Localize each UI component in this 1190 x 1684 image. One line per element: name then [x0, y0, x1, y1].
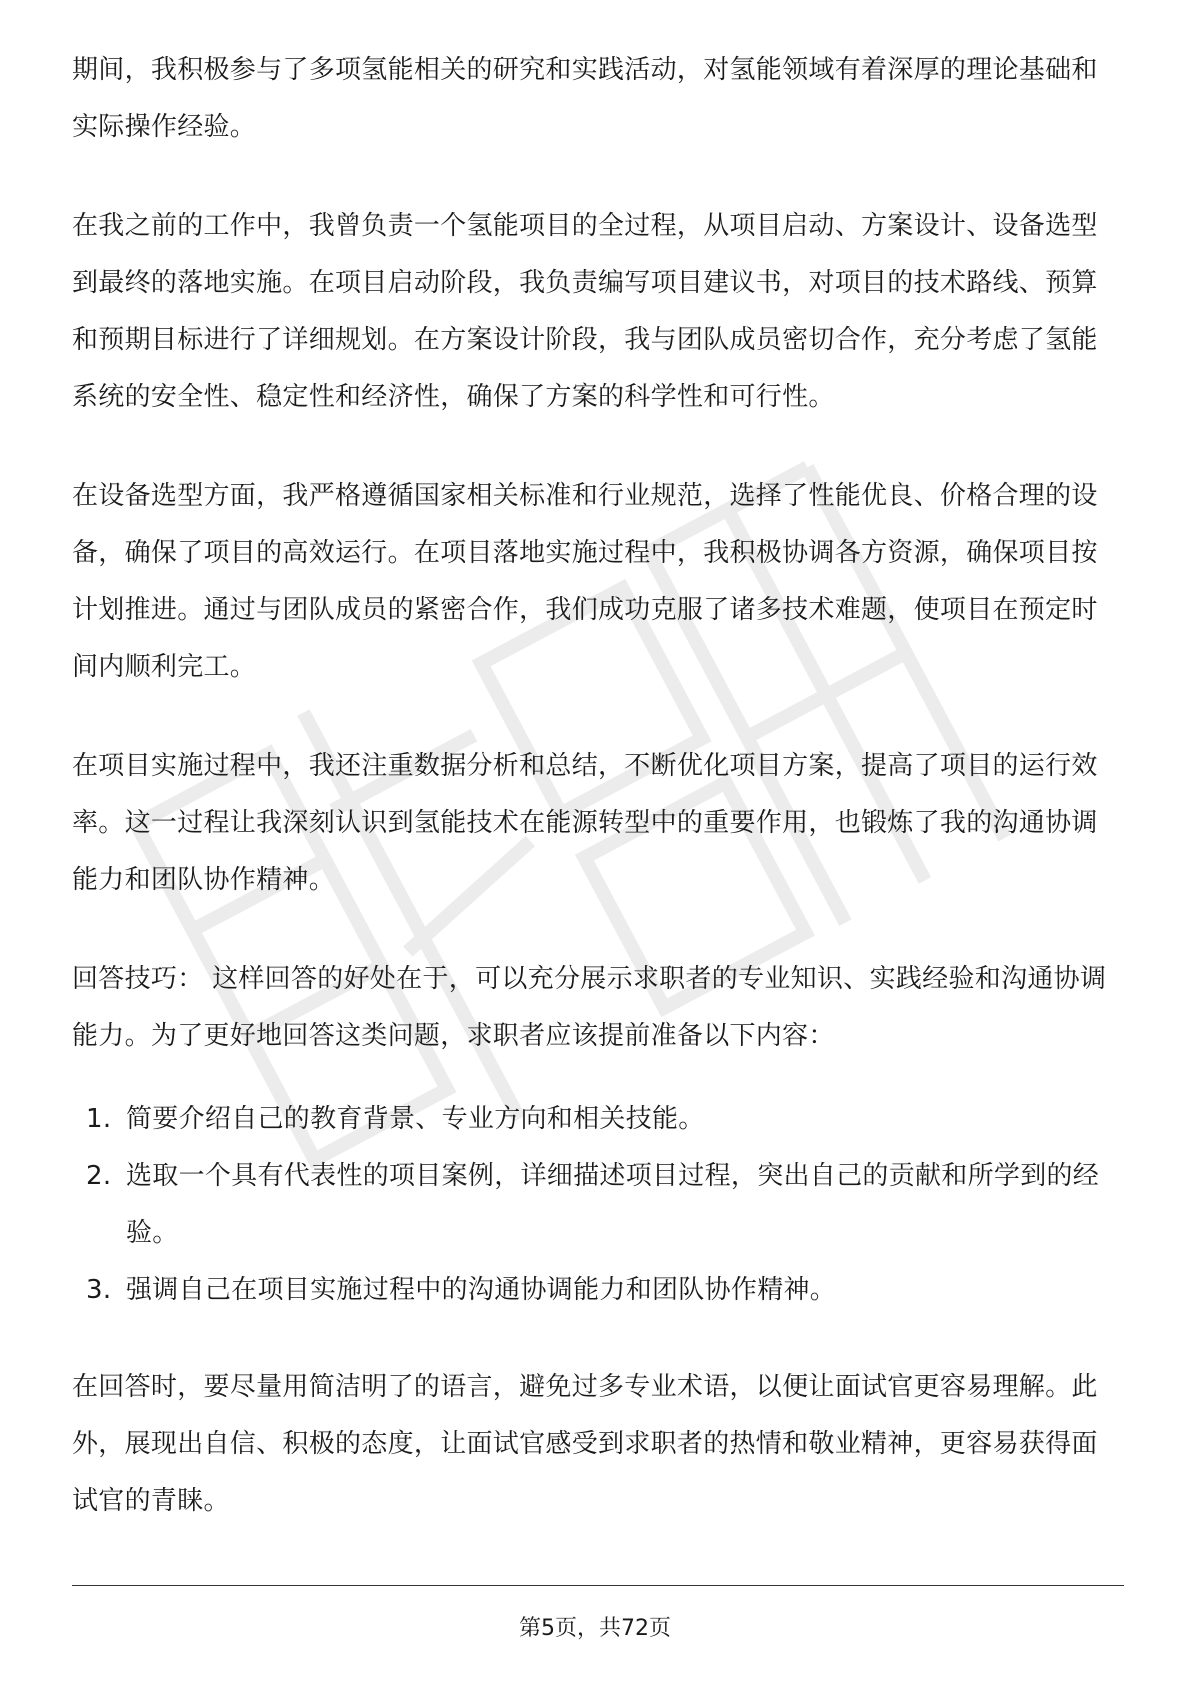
paragraph-2: 在我之前的工作中，我曾负责一个氢能项目的全过程，从项目启动、方案设计、设备选型到最终的落地实施。在项目启动阶段，我负责编写项目建议书，对项目的技术路线、预算和预期目标进行了详细规划。在方案设计阶段，我与团队成员密切合作，充分考虑了氢能系统的安全性、稳定性和经济性，确保了方案的科学性和可行性。 — [72, 211, 1098, 412]
answer-tip-text: 这样回答的好处在于，可以充分展示求职者的专业知识、实践经验和沟通协调能力。为了更好地回答这类问题，求职者应该提前准备以下内容： — [72, 964, 1107, 1051]
answer-tip-paragraph — [72, 951, 1122, 1065]
list-item-number: 1. — [86, 1104, 112, 1134]
tips-list — [72, 1091, 1122, 1319]
list-item — [72, 1091, 1122, 1148]
list-item-text: 选取一个具有代表性的项目案例，详细描述项目过程，突出自己的贡献和所学到的经验。 — [126, 1161, 1100, 1248]
paragraph-4: 在项目实施过程中，我还注重数据分析和总结，不断优化项目方案，提高了项目的运行效率。这一过程让我深刻认识到氢能技术在能源转型中的重要作用，也锻炼了我的沟通协调能力和团队协作精神。 — [72, 751, 1098, 895]
paragraph-3: 在设备选型方面，我严格遵循国家相关标准和行业规范，选择了性能优良、价格合理的设备，确保了项目的高效运行。在项目落地实施过程中，我积极协调各方资源，确保项目按计划推进。通过与团队成员的紧密合作，我们成功克服了诸多技术难题，使项目在预定时间内顺利完工。 — [72, 481, 1098, 682]
list-item-text: 强调自己在项目实施过程中的沟通协调能力和团队协作精神。 — [126, 1275, 837, 1305]
page-number: 第5页，共72页 — [519, 1616, 671, 1641]
footer-divider — [72, 1585, 1124, 1586]
list-item-text: 简要介绍自己的教育背景、专业方向和相关技能。 — [126, 1104, 705, 1134]
list-item-number: 2. — [86, 1161, 112, 1191]
list-item-number: 3. — [86, 1275, 112, 1305]
list-item — [72, 1148, 1122, 1262]
list-item — [72, 1262, 1122, 1319]
main-content — [72, 42, 1122, 1572]
paragraph-1: 期间，我积极参与了多项氢能相关的研究和实践活动，对氢能领域有着深厚的理论基础和实际操作经验。 — [72, 55, 1098, 142]
answer-tip-label: 回答技巧： — [72, 964, 204, 994]
closing-paragraph: 在回答时，要尽量用简洁明了的语言，避免过多专业术语，以便让面试官更容易理解。此外，展现出自信、积极的态度，让面试官感受到求职者的热情和敬业精神，更容易获得面试官的青睐。 — [72, 1372, 1098, 1516]
